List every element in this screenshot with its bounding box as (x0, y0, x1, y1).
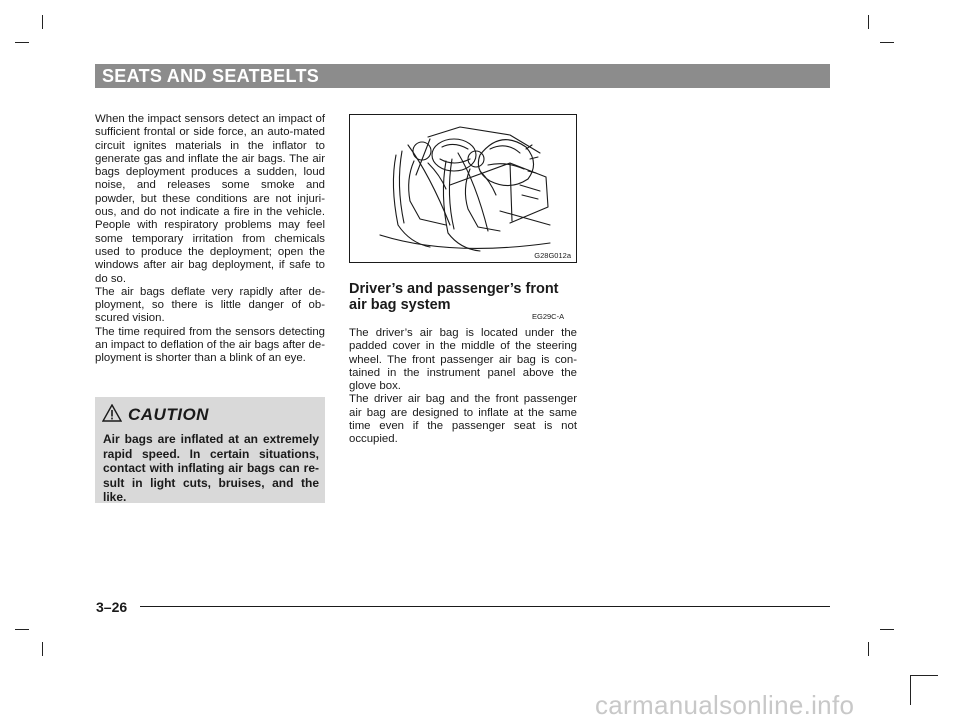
crop-mark (910, 675, 938, 676)
caution-box (95, 397, 325, 503)
crop-mark (880, 42, 894, 43)
watermark: carmanualsonline.info (595, 690, 855, 720)
caution-title: CAUTION (128, 405, 209, 424)
left-column (95, 113, 325, 366)
crop-mark (42, 642, 43, 656)
section-code: EG29C-A (532, 312, 565, 321)
crop-mark (880, 629, 894, 630)
body-paragraph: The driver’s air bag is located under the padded cover in the middle of the steering wheel. The front passenger air bag is con-tained in the instrument panel above the glove box. (349, 327, 577, 393)
crop-mark (42, 15, 43, 29)
body-paragraph: The driver air bag and the front passenger air bag are designed to inflate at the same time even if the passenger seat is not occupied. (349, 393, 577, 446)
crop-mark (868, 15, 869, 29)
body-paragraph: When the impact sensors detect an impact of sufficient frontal or side force, an auto-mated circuit ignites materials in the inflator to generate gas and inflate the air bags. The air bags deployment produces a sudden, loud noise, and releases some smoke and powder, but these conditions are not injuri-ous, and do not indicate a fire in the vehicle. People with respiratory problems may feel some temporary irritation from chemicals used to produce the deployment; open the windows after air bag deployment, if safe to do so. (95, 113, 325, 285)
footer-rule (140, 606, 830, 607)
crop-mark (15, 42, 29, 43)
page-number: 3–26 (96, 599, 128, 615)
warning-triangle-icon (102, 404, 122, 427)
right-column (349, 327, 577, 447)
caution-heading (102, 403, 209, 427)
crop-mark (910, 675, 911, 705)
crop-mark (15, 629, 29, 630)
airbag-illustration (349, 114, 577, 263)
caution-text: Air bags are inflated at an extremely rapid speed. In certain situations, contact with inflating air bags can re-sult in light cuts, bruises, and the like. (103, 432, 319, 504)
section-header-bar (95, 64, 830, 88)
section-title: Driver’s and passenger’s front air bag system (349, 281, 559, 313)
crop-mark (868, 642, 869, 656)
airbag-deployment-drawing (350, 115, 576, 262)
body-paragraph: The time required from the sensors detecting an impact to deflation of the air bags after de-ployment is shorter than a blink of an eye. (95, 325, 325, 365)
section-header-title: SEATS AND SEATBELTS (102, 66, 320, 86)
body-paragraph: The air bags deflate very rapidly after de-ployment, so there is little danger of ob-scured vision. (95, 285, 325, 325)
figure-code: G28G012a (534, 251, 571, 260)
